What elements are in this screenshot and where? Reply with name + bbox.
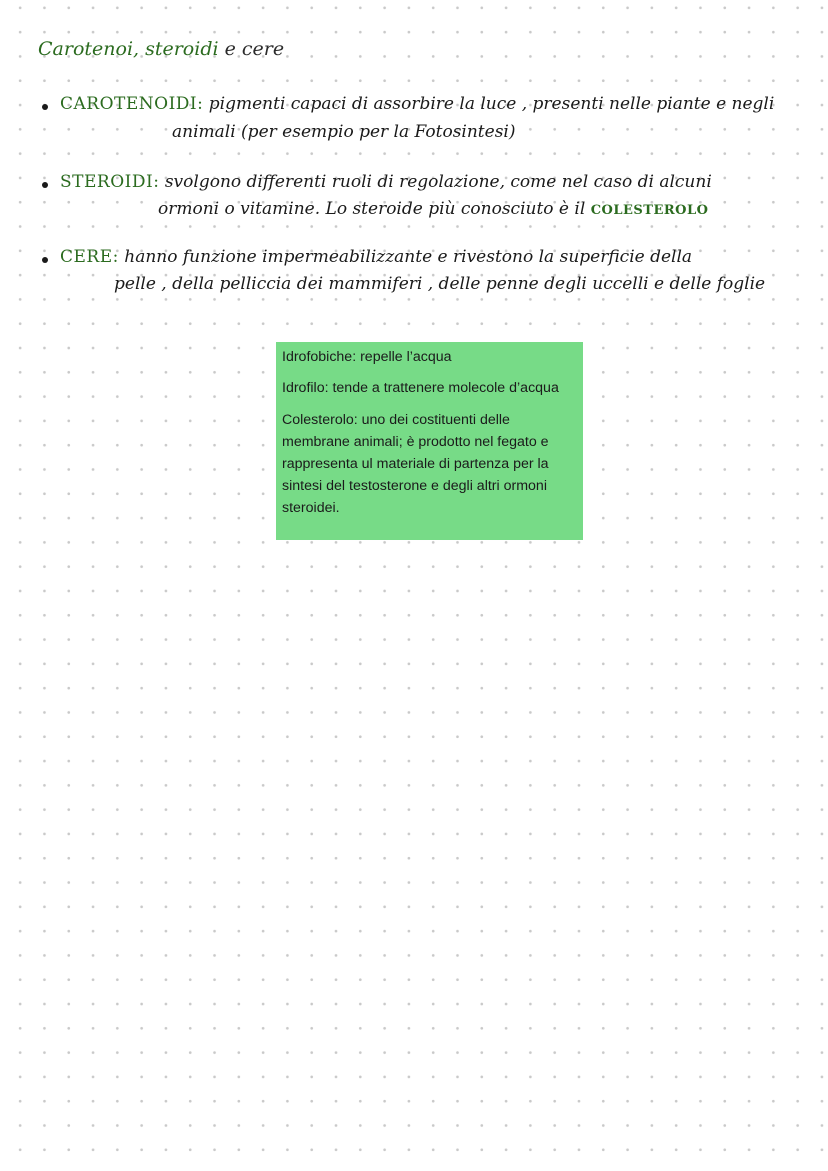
- carotenoidi-text-1: pigmenti capaci di assorbire la luce , presenti nelle piante e negli: [208, 94, 775, 114]
- term-carotenoidi: CAROTENOIDI:: [60, 94, 204, 114]
- title-tail: e cere: [224, 38, 285, 60]
- term-cere: CERE:: [60, 247, 119, 267]
- steroidi-text-1: svolgono differenti ruoli di regolazione, come nel caso di alcuni: [164, 172, 712, 192]
- colesterolo-highlight: COLESTEROLO: [590, 203, 709, 218]
- page-title: [38, 38, 284, 60]
- steroidi-text-2: ormoni o vitamine. Lo steroide più conosciuto è il: [158, 199, 586, 219]
- note-colesterolo: Colesterolo: uno dei costituenti delle membrane animali; è prodotto nel fegato e rappresenta ul materiale di partenza per la sintesi del testosterone e degli altri ormoni steroidei.: [282, 412, 549, 516]
- section-cere-line1: [60, 247, 692, 267]
- section-carotenoidi-line2: [172, 122, 516, 142]
- bullet-cere: [42, 257, 48, 263]
- section-steroidi-line1: [60, 172, 712, 192]
- bullet-steroidi: [42, 182, 48, 188]
- cere-text-2: pelle , della pelliccia dei mammiferi , delle penne degli uccelli e delle foglie: [114, 274, 766, 294]
- carotenoidi-text-2: animali (per esempio per la Fotosintesi): [172, 122, 516, 142]
- definitions-note: [276, 342, 583, 540]
- cere-text-1: hanno funzione impermeabilizzante e rivestono la superficie della: [124, 247, 693, 267]
- bullet-carotenoidi: [42, 104, 48, 110]
- note-idrofobiche: Idrofobiche: repelle l’acqua: [282, 349, 452, 365]
- term-steroidi: STEROIDI:: [60, 172, 160, 192]
- title-main: Carotenoi, steroidi: [38, 38, 219, 60]
- note-idrofilo: Idrofilo: tende a trattenere molecole d’acqua: [282, 380, 559, 396]
- section-carotenoidi-line1: [60, 94, 774, 114]
- section-steroidi-line2: [158, 199, 708, 219]
- section-cere-line2: [114, 274, 765, 294]
